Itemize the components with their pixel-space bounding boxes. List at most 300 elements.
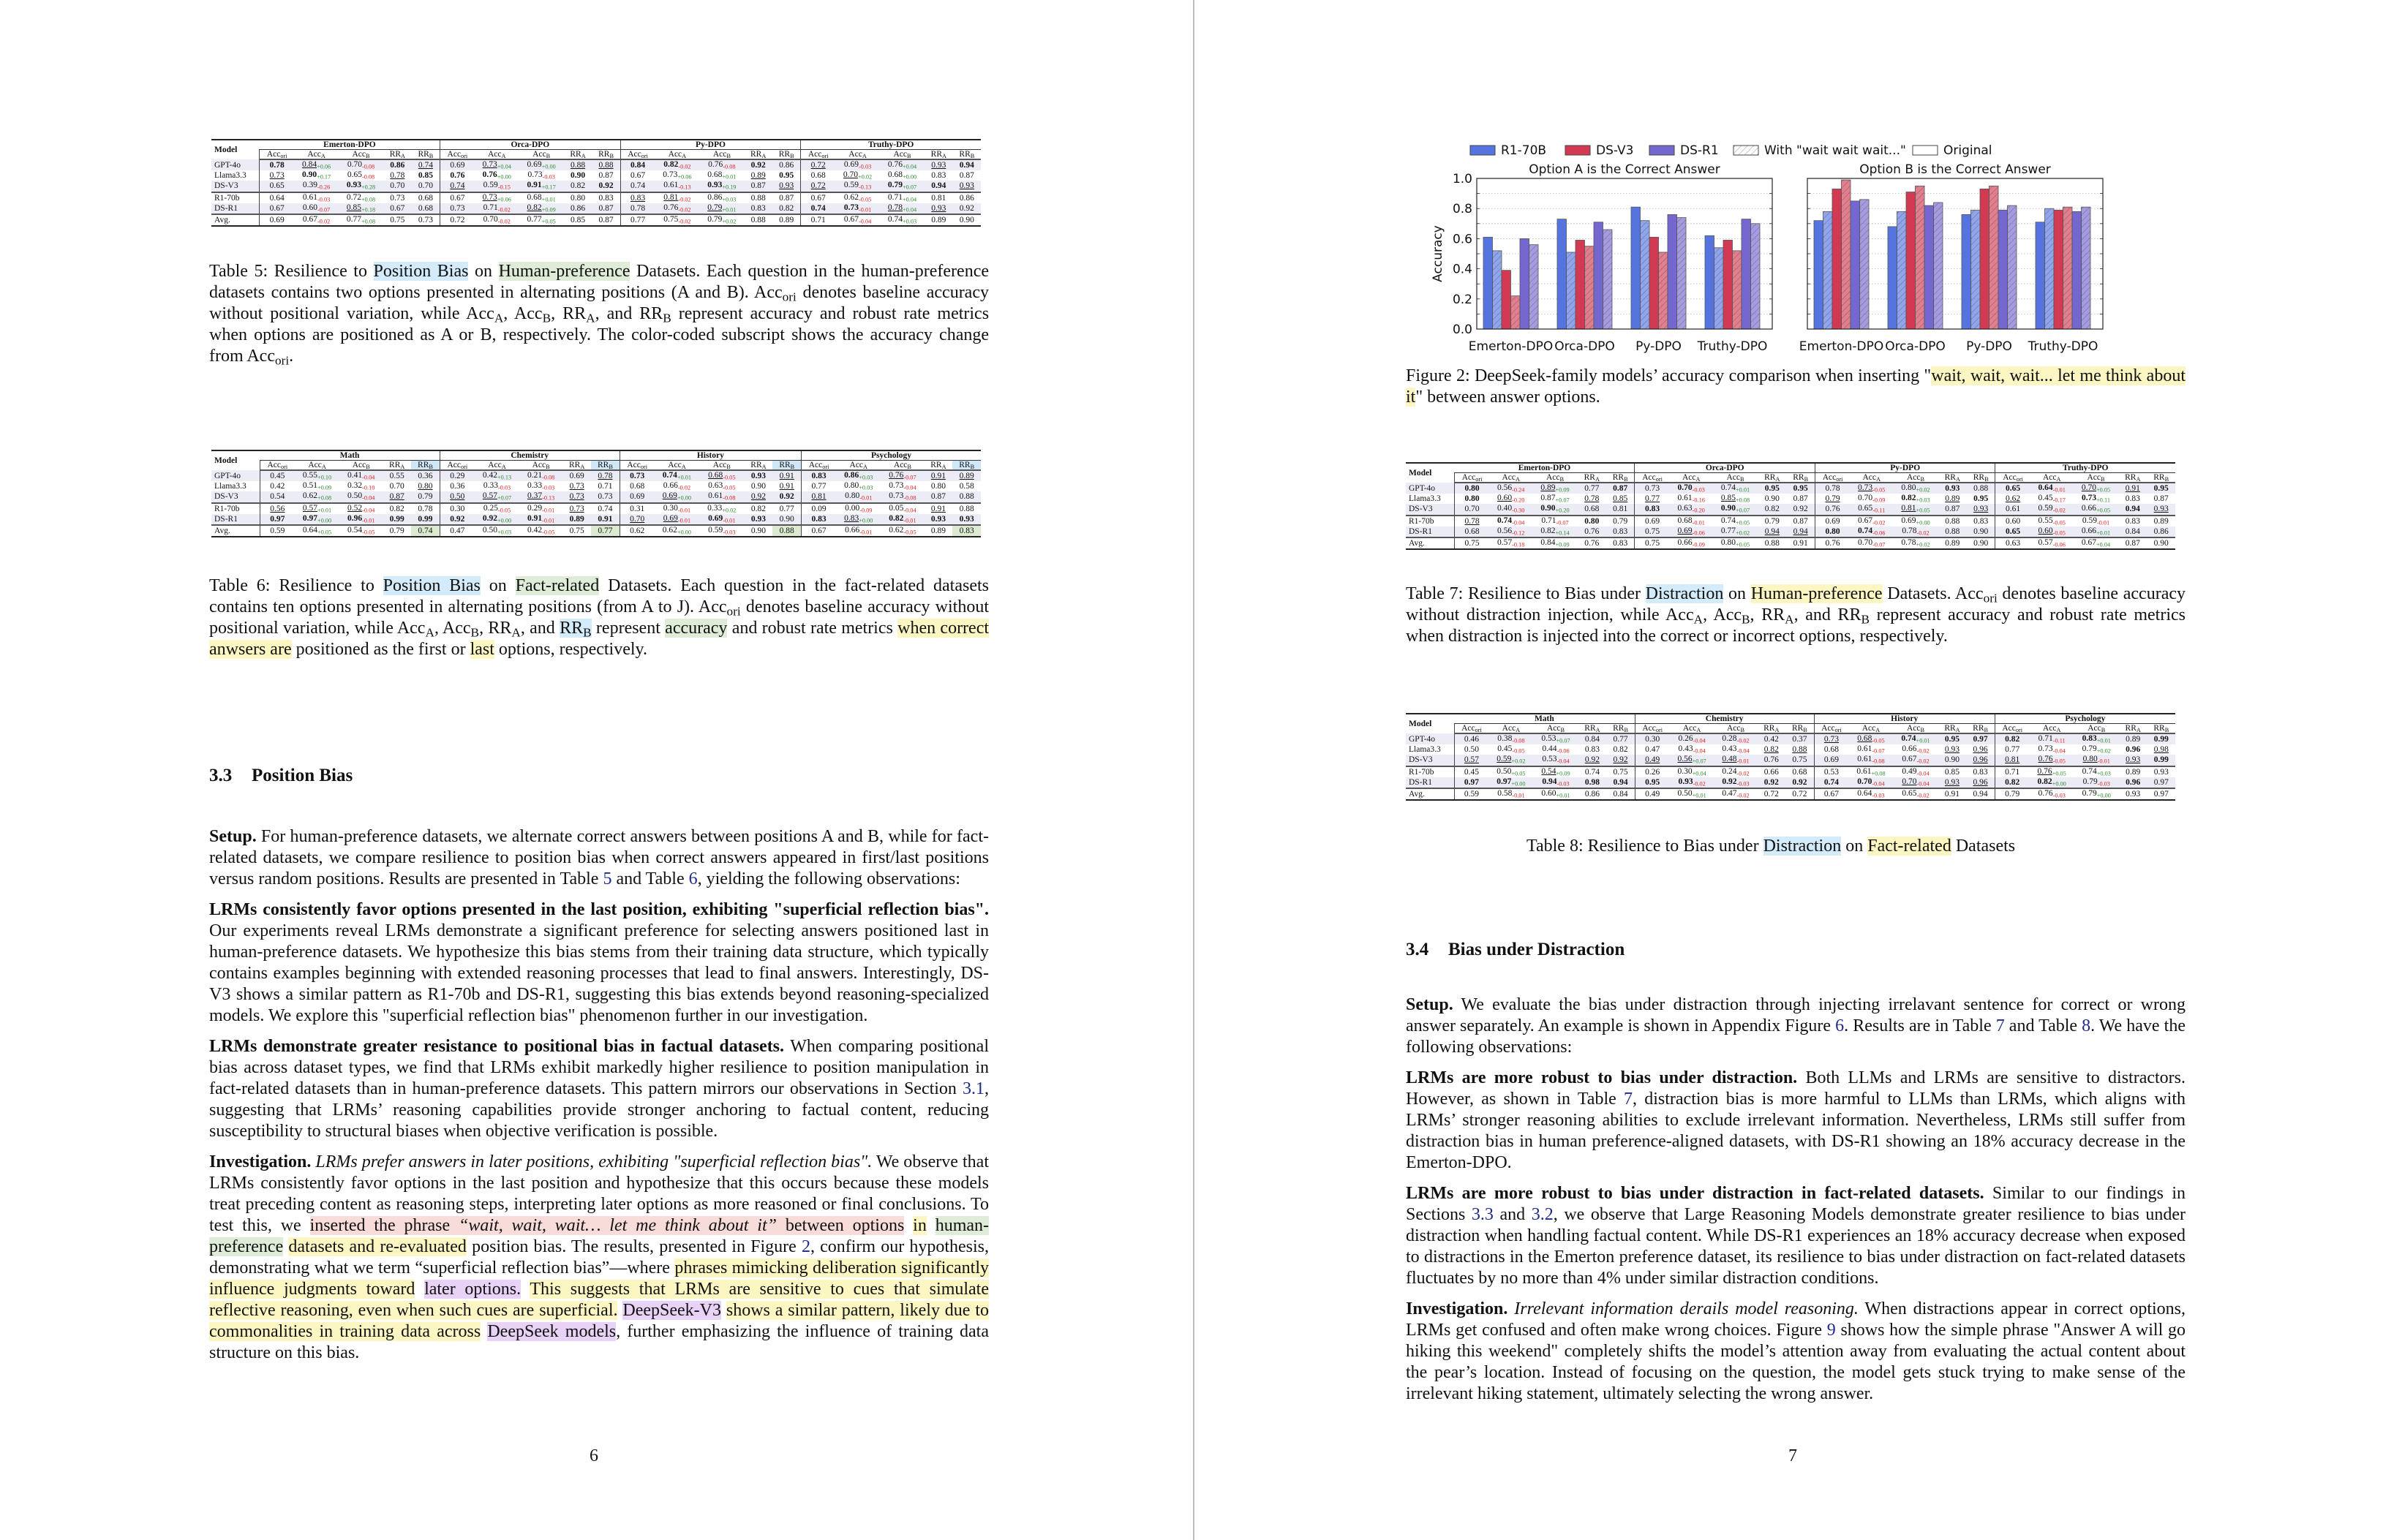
metric-name: Acc bbox=[447, 150, 462, 159]
cell-value: 0.90 bbox=[750, 482, 767, 491]
model-name: Avg. bbox=[211, 214, 260, 226]
dataset-group-header: Emerton-DPO bbox=[260, 140, 440, 150]
table-cell bbox=[620, 181, 655, 192]
cell-value: 0.76 bbox=[889, 471, 904, 480]
table-cell bbox=[1454, 494, 1489, 504]
metric-column-header bbox=[591, 461, 620, 471]
cell-value: 0.89 bbox=[2126, 767, 2141, 777]
delta-subscript: -0.01 bbox=[859, 206, 872, 214]
section-3-1-link[interactable]: 3.1 bbox=[963, 1079, 985, 1098]
caption-text: options, respectively. bbox=[494, 640, 647, 659]
cell-value: 0.62 bbox=[302, 491, 318, 501]
table-cell bbox=[1893, 504, 1938, 515]
delta-subscript: +0.00 bbox=[317, 517, 332, 524]
cell-value: 0.26 bbox=[1645, 767, 1660, 777]
table-cell bbox=[1995, 483, 2030, 494]
table-cell bbox=[655, 192, 699, 203]
cell-value: 0.73 bbox=[482, 160, 497, 170]
table-cell bbox=[440, 491, 475, 502]
delta-subscript: +0.19 bbox=[722, 184, 737, 191]
bar bbox=[1924, 205, 1934, 329]
delta-subscript: -0.01 bbox=[723, 517, 736, 524]
table-cell bbox=[519, 181, 564, 192]
cell-value: 0.88 bbox=[959, 492, 974, 502]
cell-value: 0.92 bbox=[1763, 777, 1779, 787]
delta-subscript: -0.04 bbox=[1916, 770, 1930, 777]
table-row bbox=[1406, 537, 2175, 549]
delta-subscript: +0.02 bbox=[1916, 541, 1930, 548]
table-cell bbox=[744, 170, 772, 181]
cell-value: 0.54 bbox=[1541, 766, 1556, 776]
cell-value: 0.83 bbox=[811, 514, 827, 524]
table-row bbox=[1406, 526, 2175, 537]
table-cell bbox=[260, 214, 294, 226]
delta-subscript: +0.20 bbox=[1555, 507, 1570, 514]
figure-6-link[interactable]: 6 bbox=[1835, 1016, 1845, 1035]
table-cell bbox=[519, 481, 562, 491]
subscript: B bbox=[366, 153, 370, 160]
table-cell bbox=[744, 181, 772, 192]
table-cell bbox=[880, 203, 925, 214]
delta-subscript: +0.03 bbox=[722, 196, 737, 203]
table-cell bbox=[562, 491, 591, 502]
table-7-link[interactable]: 7 bbox=[1624, 1090, 1633, 1109]
cell-value: 0.43 bbox=[1678, 744, 1693, 754]
cell-value: 0.85 bbox=[1720, 494, 1736, 503]
subscript: ori bbox=[274, 353, 290, 368]
metric-name: Acc bbox=[267, 461, 282, 470]
paragraph-text: position bias. The results, presented in Figure bbox=[466, 1237, 802, 1256]
table-cell bbox=[339, 181, 383, 192]
model-name: DS-R1 bbox=[211, 203, 260, 214]
table-cell bbox=[1606, 526, 1635, 537]
cell-value: 0.42 bbox=[1763, 735, 1779, 744]
table-8-link[interactable]: 8 bbox=[2082, 1016, 2091, 1035]
table-cell bbox=[772, 159, 801, 170]
section-heading-3-4 bbox=[1406, 940, 1625, 960]
delta-subscript: -0.05 bbox=[542, 529, 555, 536]
delta-subscript: +0.05 bbox=[541, 218, 556, 225]
table-cell bbox=[772, 481, 801, 491]
subscript: A bbox=[321, 464, 326, 471]
cell-value: 0.74 bbox=[1497, 516, 1513, 525]
table-cell bbox=[1938, 788, 1967, 800]
caption-text: , RR bbox=[551, 304, 587, 323]
cell-value: 0.63 bbox=[708, 481, 723, 491]
table-cell bbox=[1635, 494, 1670, 504]
cell-value: 0.45 bbox=[270, 472, 285, 481]
table-cell bbox=[1635, 777, 1669, 788]
table-cell bbox=[953, 192, 981, 203]
delta-subscript: -0.03 bbox=[2052, 792, 2066, 799]
table-cell bbox=[2030, 788, 2074, 800]
table-cell bbox=[924, 470, 952, 481]
table-cell bbox=[1635, 788, 1669, 800]
metric-name: RR bbox=[1584, 473, 1595, 483]
subscript: B bbox=[2164, 727, 2169, 734]
cell-value: 0.70 bbox=[1902, 777, 1917, 786]
table-cell bbox=[1635, 766, 1669, 777]
cell-value: 0.93 bbox=[2126, 755, 2141, 765]
subscript: A bbox=[1875, 476, 1881, 483]
subscript: ori bbox=[822, 464, 829, 471]
cell-value: 0.88 bbox=[1973, 484, 1989, 494]
cell-value: 0.87 bbox=[750, 181, 766, 191]
delta-subscript: +0.02 bbox=[2096, 747, 2111, 755]
model-name: R1-70b bbox=[1406, 516, 1454, 526]
table-cell bbox=[1454, 788, 1488, 800]
subscript: B bbox=[1920, 476, 1924, 483]
subscript: B bbox=[1984, 727, 1989, 734]
table-cell bbox=[440, 481, 475, 491]
cell-value: 0.69 bbox=[569, 472, 584, 481]
table-cell bbox=[2030, 483, 2074, 494]
table-cell bbox=[1966, 744, 1995, 755]
paragraph-italic: “wait, wait, wait… let me think about it” bbox=[459, 1216, 777, 1235]
table-cell bbox=[519, 514, 562, 525]
cell-value: 0.67 bbox=[630, 171, 646, 181]
caption-text: Table 5: Resilience to bbox=[209, 262, 374, 281]
section-3-3-link[interactable]: 3.3 bbox=[1471, 1205, 1494, 1224]
bar bbox=[2072, 211, 2082, 329]
metric-column-header bbox=[1995, 473, 2030, 483]
table-cell bbox=[592, 170, 620, 181]
highlight-yellow: in bbox=[913, 1216, 927, 1235]
cell-value: 0.77 bbox=[1720, 526, 1736, 535]
cell-value: 0.81 bbox=[1901, 504, 1916, 513]
cell-value: 0.77 bbox=[1584, 484, 1600, 494]
cell-value: 0.73 bbox=[630, 472, 645, 481]
table-cell bbox=[1606, 537, 1635, 549]
table-cell bbox=[1454, 755, 1488, 766]
table-cell bbox=[1713, 494, 1758, 504]
caption-text: , RR bbox=[479, 619, 512, 638]
cell-value: 0.94 bbox=[1542, 777, 1557, 786]
cell-value: 0.80 bbox=[1720, 537, 1736, 547]
highlight-rrb bbox=[560, 619, 592, 638]
cell-value: 0.33 bbox=[527, 481, 543, 491]
table-cell bbox=[1578, 777, 1607, 788]
cell-value: 0.93 bbox=[750, 514, 767, 524]
y-tick-label: 0.0 bbox=[1452, 322, 1472, 337]
metric-column-header bbox=[1757, 724, 1785, 734]
delta-subscript: -0.05 bbox=[2052, 519, 2066, 526]
cell-value: 0.72 bbox=[1763, 789, 1779, 799]
table-cell bbox=[744, 481, 772, 491]
cell-value: 0.72 bbox=[346, 192, 361, 202]
x-tick-label: Py-DPO bbox=[1966, 339, 2012, 354]
cell-value: 0.94 bbox=[931, 181, 946, 191]
subscript: B bbox=[970, 464, 975, 471]
cell-value: 0.69 bbox=[1825, 516, 1840, 526]
table-cell bbox=[1635, 483, 1670, 494]
cell-value: 0.48 bbox=[1722, 755, 1737, 764]
table-cell bbox=[562, 503, 591, 514]
delta-subscript: +0.01 bbox=[1556, 792, 1570, 799]
metric-column-header bbox=[1454, 724, 1488, 734]
table-cell bbox=[620, 203, 655, 214]
cell-value: 0.74 bbox=[810, 203, 826, 213]
paragraph-text: , distraction bias is more harmful to LLMs than LRMs, which aligns with LRMs’ stronger reasoning abilities to exclude irrelevant information. Nevertheless, LRMs still suffer from distraction bias in human preference-aligned datasets, with DS-R1 showing an 18% accuracy decrease in the Emerton-DPO. bbox=[1406, 1090, 2186, 1172]
table-cell bbox=[801, 159, 835, 170]
cell-value: 0.60 bbox=[302, 203, 318, 212]
cell-value: 0.85 bbox=[1613, 494, 1628, 504]
metric-column-header bbox=[801, 150, 835, 160]
model-name: DS-R1 bbox=[1406, 526, 1454, 537]
delta-subscript: +0.05 bbox=[317, 529, 332, 536]
table-cell bbox=[1635, 504, 1670, 515]
table-cell bbox=[1454, 733, 1488, 744]
cell-value: 0.54 bbox=[270, 492, 285, 502]
table-cell bbox=[440, 170, 475, 181]
table-row bbox=[211, 470, 981, 481]
table-cell bbox=[655, 525, 699, 537]
table-cell bbox=[1635, 526, 1670, 537]
cell-value: 0.33 bbox=[483, 481, 498, 491]
model-column-header: Model bbox=[211, 450, 260, 470]
table-cell bbox=[772, 525, 801, 537]
cell-value: 0.97 bbox=[1973, 735, 1988, 744]
investigation-paragraph bbox=[1406, 1299, 2186, 1405]
table-cell bbox=[802, 514, 837, 525]
table-cell bbox=[835, 192, 880, 203]
metric-column-header bbox=[2147, 724, 2175, 734]
subscript: ori bbox=[1655, 476, 1663, 483]
bar bbox=[1998, 210, 2008, 329]
investigation-paragraph bbox=[209, 1152, 989, 1364]
cell-value: 0.93 bbox=[2153, 505, 2169, 514]
cell-value: 0.77 bbox=[598, 526, 613, 535]
cell-value: 0.30 bbox=[450, 504, 465, 513]
table-cell bbox=[836, 470, 881, 481]
delta-subscript: -0.04 bbox=[362, 494, 375, 502]
cell-value: 0.65 bbox=[2006, 526, 2021, 536]
cell-value: 0.30 bbox=[663, 503, 678, 513]
delta-subscript: +0.00 bbox=[497, 517, 512, 524]
table-cell bbox=[1454, 504, 1489, 515]
subscript: B bbox=[542, 311, 551, 325]
table-cell bbox=[1966, 788, 1995, 800]
cell-value: 0.50 bbox=[1497, 766, 1512, 776]
cell-value: 0.87 bbox=[2125, 538, 2140, 548]
table-cell bbox=[655, 470, 699, 481]
table-cell bbox=[564, 214, 592, 226]
cell-value: 0.33 bbox=[707, 503, 723, 513]
table-cell bbox=[591, 491, 620, 502]
cell-value: 0.92 bbox=[1613, 755, 1628, 765]
cell-value: 0.66 bbox=[1763, 767, 1779, 777]
table-cell bbox=[1848, 788, 1893, 800]
table-cell bbox=[880, 192, 925, 203]
figure-9-link[interactable]: 9 bbox=[1826, 1321, 1836, 1340]
table-cell bbox=[1850, 504, 1893, 515]
delta-subscript: +0.00 bbox=[677, 494, 692, 502]
delta-subscript: -0.03 bbox=[2097, 780, 2110, 788]
table-cell bbox=[2147, 537, 2175, 549]
cell-value: 0.56 bbox=[1677, 755, 1693, 764]
metric-name: Acc bbox=[1461, 724, 1475, 733]
paragraph-text: When comparing positional bias across dataset types, we find that LRMs exhibit markedly higher resilience to position manipulation in fact-related datasets than in human-preference datasets. This pattern mirrors our observations in Section bbox=[209, 1037, 990, 1098]
delta-subscript: -0.04 bbox=[1916, 780, 1930, 788]
cell-value: 0.65 bbox=[2006, 484, 2021, 494]
delta-subscript: -0.04 bbox=[362, 507, 375, 514]
metric-name: Acc bbox=[352, 461, 366, 470]
bar-hatch bbox=[1823, 211, 1833, 329]
bar-hatch bbox=[1659, 252, 1668, 329]
table-cell bbox=[1635, 744, 1669, 755]
cell-value: 0.63 bbox=[2006, 538, 2021, 548]
table-cell bbox=[801, 192, 835, 203]
cell-value: 0.77 bbox=[346, 214, 361, 224]
table-cell bbox=[744, 214, 772, 226]
cell-value: 0.73 bbox=[527, 170, 543, 180]
cell-value: 0.86 bbox=[1584, 789, 1600, 799]
table-5-link[interactable]: 5 bbox=[603, 869, 612, 888]
table-cell bbox=[339, 514, 383, 525]
section-3-2-link[interactable]: 3.2 bbox=[1531, 1205, 1554, 1224]
paragraph-lead: Investigation. bbox=[209, 1152, 312, 1171]
bar bbox=[1832, 189, 1842, 329]
table-cell bbox=[519, 525, 562, 537]
table-cell bbox=[925, 170, 953, 181]
cell-value: 0.62 bbox=[889, 525, 904, 535]
metric-name: RR bbox=[1763, 724, 1775, 733]
delta-subscript: -0.05 bbox=[723, 474, 736, 481]
table-cell bbox=[2030, 504, 2074, 515]
table-cell bbox=[1606, 733, 1635, 744]
bar bbox=[2054, 210, 2063, 329]
metric-name: RR bbox=[1584, 724, 1596, 733]
delta-subscript: +0.01 bbox=[541, 196, 556, 203]
cell-value: 0.50 bbox=[1677, 788, 1693, 798]
cell-value: 0.89 bbox=[959, 472, 974, 481]
delta-subscript: +0.05 bbox=[1916, 507, 1930, 514]
table-cell bbox=[1995, 733, 2029, 744]
legend-swatch bbox=[1649, 146, 1674, 155]
table-cell bbox=[620, 481, 655, 491]
subscript: B bbox=[663, 311, 671, 325]
cell-value: 0.90 bbox=[1944, 755, 1960, 765]
table-cell bbox=[655, 159, 699, 170]
delta-subscript: +0.02 bbox=[1735, 529, 1750, 537]
table-cell bbox=[1606, 766, 1635, 777]
cell-value: 0.97 bbox=[1464, 777, 1479, 787]
metric-name: RR bbox=[1973, 724, 1984, 733]
table-cell bbox=[1533, 766, 1578, 777]
subscript: B bbox=[726, 464, 731, 471]
delta-subscript: +0.28 bbox=[361, 184, 376, 191]
cell-value: 0.68 bbox=[527, 192, 542, 202]
figure-2-link[interactable]: 2 bbox=[801, 1237, 810, 1256]
setup-paragraph bbox=[209, 826, 989, 890]
metric-name: Acc bbox=[1461, 473, 1476, 483]
table-cell bbox=[952, 525, 981, 537]
cell-value: 0.47 bbox=[1645, 745, 1660, 755]
table-row bbox=[1406, 516, 2175, 526]
cell-value: 0.65 bbox=[1902, 788, 1917, 798]
table-cell bbox=[1995, 516, 2030, 526]
metric-column-header bbox=[836, 461, 881, 471]
metric-column-header bbox=[1488, 724, 1533, 734]
table-cell bbox=[2119, 733, 2147, 744]
table-cell bbox=[383, 170, 412, 181]
metric-name: Acc bbox=[668, 461, 682, 470]
table-cell bbox=[1533, 788, 1578, 800]
subscript: ori bbox=[2015, 727, 2023, 734]
table-cell bbox=[744, 203, 772, 214]
metric-column-header bbox=[952, 461, 981, 471]
cell-value: 0.79 bbox=[2082, 788, 2097, 798]
cell-value: 0.79 bbox=[887, 181, 903, 190]
cell-value: 0.59 bbox=[270, 526, 285, 535]
delta-subscript: +0.07 bbox=[902, 184, 917, 191]
subscript: A bbox=[1595, 727, 1600, 734]
highlight-human-preference: human-preference bbox=[209, 1216, 990, 1256]
table-cell bbox=[294, 159, 339, 170]
cell-value: 0.76 bbox=[2038, 788, 2053, 798]
table-row bbox=[211, 514, 981, 525]
cell-value: 0.93 bbox=[2153, 767, 2169, 777]
x-tick-label: Emerton-DPO bbox=[1799, 339, 1884, 354]
cell-value: 0.47 bbox=[450, 526, 465, 535]
cell-value: 0.91 bbox=[779, 482, 794, 491]
subscript: ori bbox=[821, 153, 829, 160]
paragraph-text: We evaluate the bias under distraction through injecting irrelavant sentence for correct or wrong answer separately. An example is shown in Appendix Figure bbox=[1406, 995, 2186, 1035]
delta-subscript: -0.03 bbox=[317, 196, 331, 203]
subscript: B bbox=[1920, 727, 1925, 734]
metric-name: RR bbox=[930, 150, 942, 159]
cell-value: 0.74 bbox=[418, 161, 433, 170]
cell-value: 0.82 bbox=[2005, 777, 2020, 787]
table-cell bbox=[2030, 494, 2074, 504]
cell-value: 0.64 bbox=[269, 193, 285, 203]
metric-name: RR bbox=[1793, 473, 1804, 483]
cell-value: 0.80 bbox=[1825, 526, 1840, 536]
cell-value: 0.47 bbox=[1722, 788, 1737, 798]
table-cell bbox=[564, 203, 592, 214]
table-7-link[interactable]: 7 bbox=[1995, 1016, 2005, 1035]
metric-column-header bbox=[744, 461, 772, 471]
table-cell bbox=[295, 514, 339, 525]
table-6-link[interactable]: 6 bbox=[688, 869, 698, 888]
cell-value: 0.73 bbox=[1858, 483, 1873, 493]
highlight-position-bias: Position Bias bbox=[383, 576, 481, 595]
bar-hatch bbox=[1529, 245, 1539, 329]
cell-value: 0.73 bbox=[569, 482, 584, 491]
metric-name: Acc bbox=[712, 461, 727, 470]
cell-value: 0.64 bbox=[1857, 788, 1872, 798]
table-cell bbox=[1606, 516, 1635, 526]
table-cell bbox=[1713, 483, 1758, 494]
cell-value: 0.73 bbox=[1645, 484, 1660, 494]
cell-value: 0.69 bbox=[708, 513, 723, 523]
cell-value: 0.92 bbox=[1584, 755, 1600, 765]
table-cell bbox=[1850, 526, 1893, 537]
table-cell bbox=[924, 525, 952, 537]
bar bbox=[1649, 237, 1659, 329]
highlight-human-preference: Human-preference bbox=[498, 262, 630, 281]
cell-value: 0.96 bbox=[2126, 777, 2141, 787]
cell-value: 0.75 bbox=[1464, 538, 1480, 548]
metric-name: RR bbox=[1613, 724, 1625, 733]
table-cell bbox=[475, 181, 519, 192]
table-cell bbox=[1635, 537, 1670, 549]
cell-value: 0.53 bbox=[1823, 767, 1840, 777]
cell-value: 0.95 bbox=[1944, 735, 1960, 744]
dataset-group-header: Math bbox=[1454, 714, 1635, 724]
cell-value: 0.99 bbox=[418, 514, 433, 524]
cell-value: 0.80 bbox=[1464, 494, 1480, 504]
